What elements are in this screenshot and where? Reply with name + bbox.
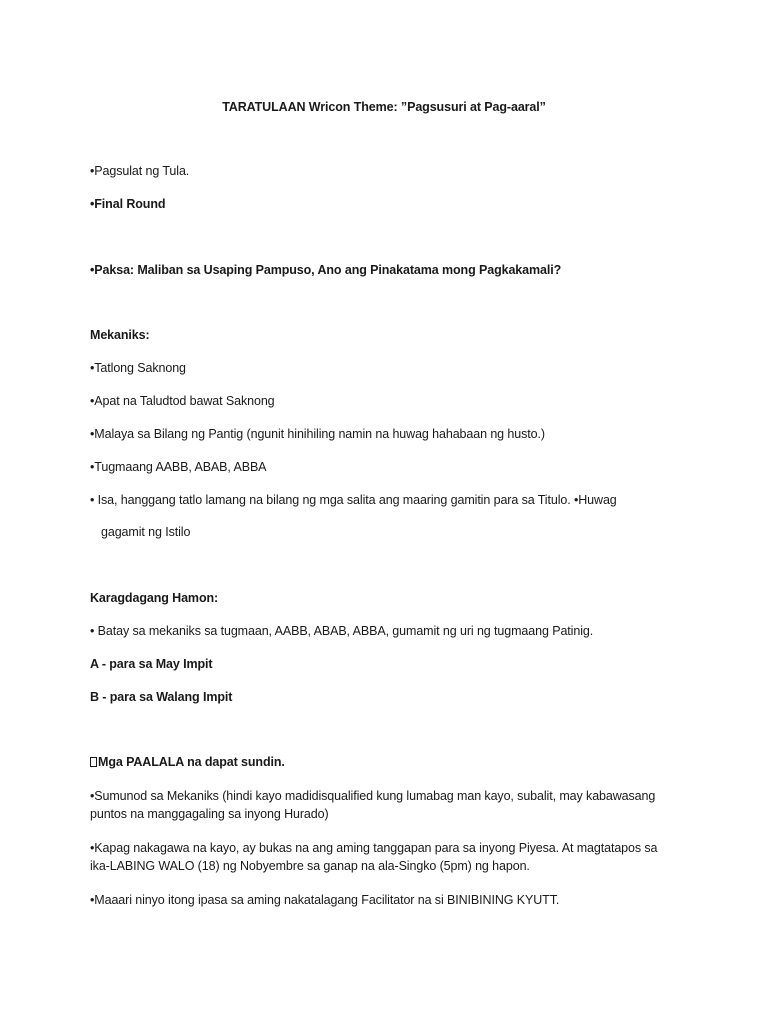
mekaniks-item: •Tatlong Saknong xyxy=(90,361,186,375)
hamon-option-a: A - para sa May Impit xyxy=(90,657,213,671)
paalala-line: puntos na manggagaling sa inyong Hurado) xyxy=(90,807,329,821)
hamon-option-b: B - para sa Walang Impit xyxy=(90,690,233,704)
item-final-round: •Final Round xyxy=(90,197,166,211)
paalala-line: ika-LABING WALO (18) ng Nobyembre sa ganap na ala-Singko (5pm) ng hapon. xyxy=(90,859,530,873)
paalala-heading xyxy=(90,753,285,771)
mekaniks-item: • Isa, hanggang tatlo lamang na bilang ng mga salita ang maaring gamitin para sa Titulo. •Huwag xyxy=(90,493,617,507)
item-pagsulat: •Pagsulat ng Tula. xyxy=(90,164,190,178)
paalala-heading-text: Mga PAALALA na dapat sundin. xyxy=(98,755,285,769)
mekaniks-item-continued: gagamit ng Istilo xyxy=(101,525,191,539)
mekaniks-item: •Apat na Taludtod bawat Saknong xyxy=(90,394,275,408)
mekaniks-item: •Malaya sa Bilang ng Pantig (ngunit hinihiling namin na huwag hahabaan ng husto.) xyxy=(90,427,545,441)
hamon-heading: Karagdagang Hamon: xyxy=(90,591,219,605)
paalala-line: •Sumunod sa Mekaniks (hindi kayo madidisqualified kung lumabag man kayo, subalit, may kabawasang xyxy=(90,789,656,803)
hamon-intro: • Batay sa mekaniks sa tugmaan, AABB, ABAB, ABBA, gumamit ng uri ng tugmaang Patinig. xyxy=(90,624,594,638)
paalala-line: •Kapag nakagawa na kayo, ay bukas na ang aming tanggapan para sa inyong Piyesa. At magtatapos sa xyxy=(90,841,658,855)
document-title: TARATULAAN Wricon Theme: ”Pagsusuri at Pag-aaral” xyxy=(222,100,546,114)
missing-glyph-icon xyxy=(90,757,97,767)
mekaniks-heading: Mekaniks: xyxy=(90,328,150,342)
mekaniks-item: •Tugmaang AABB, ABAB, ABBA xyxy=(90,460,267,474)
paalala-line: •Maaari ninyo itong ipasa sa aming nakatalagang Facilitator na si BINIBINING KYUTT. xyxy=(90,893,560,907)
item-paksa: •Paksa: Maliban sa Usaping Pampuso, Ano ang Pinakatama mong Pagkakamali? xyxy=(90,263,562,277)
